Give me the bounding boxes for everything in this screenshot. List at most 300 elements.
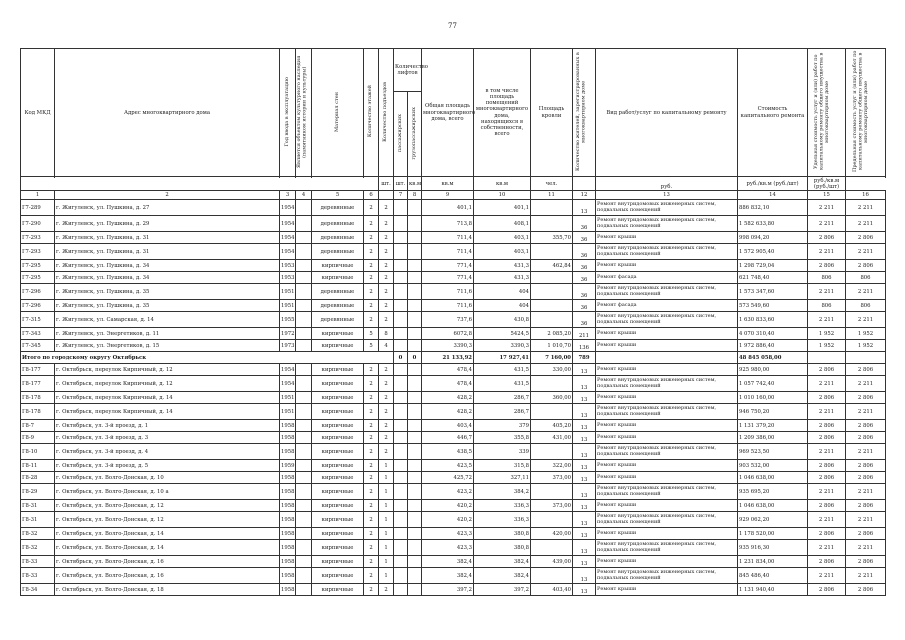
header-code: Код МКД xyxy=(21,49,55,177)
cost-cell: 1 572 905,40 xyxy=(738,244,808,260)
residents-cell: 13 xyxy=(573,432,596,444)
heritage-cell xyxy=(296,512,312,528)
table-row xyxy=(21,392,886,404)
heritage-cell xyxy=(296,244,312,260)
floors-cell: 2 xyxy=(364,512,379,528)
column-number: 11 xyxy=(531,191,573,200)
header-work: Вид работ/услуг по капитальному ремонту xyxy=(596,49,738,177)
area-res-cell: 339 xyxy=(474,444,531,460)
walls-cell: кирпичные xyxy=(312,392,364,404)
unit-area-res: кв.м xyxy=(422,177,474,191)
area-res-cell: 403,1 xyxy=(474,232,531,244)
walls-cell: кирпичные xyxy=(312,460,364,472)
roof-cell xyxy=(531,312,573,328)
code-cell: Г7-293 xyxy=(21,232,55,244)
code-cell: Г7-315 xyxy=(21,312,55,328)
total-area: 21 133,92 xyxy=(422,352,474,364)
entrances-cell: 2 xyxy=(379,376,394,392)
lifts-cargo-cell xyxy=(408,260,422,272)
max-cost-cell: 2 806 xyxy=(846,420,886,432)
walls-cell: деревянные xyxy=(312,284,364,300)
unit-area-total: кв.м xyxy=(408,177,422,191)
heritage-cell xyxy=(296,432,312,444)
max-cost-cell: 2 806 xyxy=(846,500,886,512)
code-cell: Г7-290 xyxy=(21,216,55,232)
year-cell: 1958 xyxy=(280,568,296,584)
heritage-cell xyxy=(296,200,312,216)
area-res-cell: 286,7 xyxy=(474,392,531,404)
table-row xyxy=(21,444,886,460)
lifts-pass-cell xyxy=(394,244,408,260)
floors-cell: 2 xyxy=(364,500,379,512)
table-row xyxy=(21,312,886,328)
header-unit-cost: Удельная стоимость услуг и (или) работ по капитальному ремонту общего имущества в многоквартирном доме xyxy=(812,52,830,171)
residents-cell: 136 xyxy=(573,340,596,352)
address-cell: г. Жигулевск, ул. Пушкина, д. 29 xyxy=(55,216,280,232)
work-cell: Ремонт внутридомовых инженерных систем, подвальных помещений xyxy=(596,244,738,260)
lifts-pass-cell xyxy=(394,568,408,584)
unit-cost-cell: 2 806 xyxy=(808,420,846,432)
year-cell: 1972 xyxy=(280,328,296,340)
walls-cell: кирпичные xyxy=(312,328,364,340)
work-cell: Ремонт крыши xyxy=(596,472,738,484)
unit-cost-cell: 2 806 xyxy=(808,260,846,272)
unit-cost-cell: 2 211 xyxy=(808,200,846,216)
entrances-cell: 2 xyxy=(379,404,394,420)
residents-cell: 13 xyxy=(573,364,596,376)
lifts-cargo-cell xyxy=(408,312,422,328)
unit-cost-cell: 2 211 xyxy=(808,284,846,300)
roof-cell: 439,00 xyxy=(531,556,573,568)
entrances-cell: 1 xyxy=(379,540,394,556)
roof-cell xyxy=(531,376,573,392)
heritage-cell xyxy=(296,260,312,272)
column-number: 1 xyxy=(21,191,55,200)
unit-cost-cell: 2 806 xyxy=(808,232,846,244)
roof-cell: 431,00 xyxy=(531,432,573,444)
table-row xyxy=(21,328,886,340)
table-row xyxy=(21,232,886,244)
table-row xyxy=(21,556,886,568)
lifts-cargo-cell xyxy=(408,272,422,284)
total-area-res: 17 927,41 xyxy=(474,352,531,364)
floors-cell: 2 xyxy=(364,444,379,460)
area-cell: 711,6 xyxy=(422,300,474,312)
lifts-pass-cell xyxy=(394,460,408,472)
code-cell: Г8-28 xyxy=(21,472,55,484)
lifts-cargo-cell xyxy=(408,200,422,216)
area-res-cell: 380,8 xyxy=(474,540,531,556)
lifts-cargo-cell xyxy=(408,404,422,420)
floors-cell: 5 xyxy=(364,328,379,340)
cost-cell: 1 573 347,60 xyxy=(738,284,808,300)
work-cell: Ремонт внутридомовых инженерных систем, подвальных помещений xyxy=(596,284,738,300)
unit-cost-cell: 2 211 xyxy=(808,568,846,584)
max-cost-cell: 2 211 xyxy=(846,244,886,260)
walls-cell: кирпичные xyxy=(312,528,364,540)
residents-cell: 13 xyxy=(573,528,596,540)
year-cell: 1954 xyxy=(280,232,296,244)
residents-cell: 13 xyxy=(573,444,596,460)
cost-cell: 1 046 638,00 xyxy=(738,472,808,484)
area-cell: 771,4 xyxy=(422,272,474,284)
lifts-pass-cell xyxy=(394,216,408,232)
max-cost-cell: 2 806 xyxy=(846,232,886,244)
lifts-pass-cell xyxy=(394,484,408,500)
area-cell: 420,2 xyxy=(422,500,474,512)
lifts-pass-cell xyxy=(394,300,408,312)
table-row xyxy=(21,432,886,444)
walls-cell: кирпичные xyxy=(312,444,364,460)
max-cost-cell: 2 806 xyxy=(846,556,886,568)
area-res-cell: 431,3 xyxy=(474,272,531,284)
header-heritage: Является объектом культурного наследия (памятником истории и культуры) xyxy=(296,55,308,168)
heritage-cell xyxy=(296,404,312,420)
heritage-cell xyxy=(296,584,312,596)
lifts-cargo-cell xyxy=(408,500,422,512)
entrances-cell: 1 xyxy=(379,512,394,528)
lifts-pass-cell xyxy=(394,540,408,556)
walls-cell: кирпичные xyxy=(312,432,364,444)
heritage-cell xyxy=(296,232,312,244)
cost-cell: 1 131 379,20 xyxy=(738,420,808,432)
lifts-pass-cell xyxy=(394,232,408,244)
floors-cell: 2 xyxy=(364,284,379,300)
column-number: 12 xyxy=(573,191,596,200)
heritage-cell xyxy=(296,484,312,500)
code-cell: Г8-178 xyxy=(21,392,55,404)
roof-cell: 355,70 xyxy=(531,232,573,244)
lifts-pass-cell xyxy=(394,260,408,272)
column-number: 14 xyxy=(738,191,808,200)
floors-cell: 2 xyxy=(364,404,379,420)
lifts-cargo-cell xyxy=(408,364,422,376)
area-cell: 423,2 xyxy=(422,484,474,500)
lifts-cargo-cell xyxy=(408,444,422,460)
work-cell: Ремонт фасада xyxy=(596,300,738,312)
year-cell: 1958 xyxy=(280,444,296,460)
year-cell: 1958 xyxy=(280,500,296,512)
area-res-cell: 286,7 xyxy=(474,404,531,420)
entrances-cell: 2 xyxy=(379,216,394,232)
max-cost-cell: 2 211 xyxy=(846,376,886,392)
address-cell: г. Октябрьск, ул. Волго-Донская, д. 12 xyxy=(55,512,280,528)
area-res-cell: 404 xyxy=(474,300,531,312)
unit-cost-cell: 1 952 xyxy=(808,328,846,340)
area-cell: 771,4 xyxy=(422,260,474,272)
area-cell: 423,3 xyxy=(422,528,474,540)
year-cell: 1954 xyxy=(280,364,296,376)
residents-cell: 36 xyxy=(573,260,596,272)
area-cell: 3390,3 xyxy=(422,340,474,352)
entrances-cell: 4 xyxy=(379,340,394,352)
entrances-cell: 2 xyxy=(379,272,394,284)
heritage-cell xyxy=(296,500,312,512)
year-cell: 1954 xyxy=(280,200,296,216)
year-cell: 1973 xyxy=(280,340,296,352)
code-cell: Г7-296 xyxy=(21,300,55,312)
residents-cell: 13 xyxy=(573,484,596,500)
unit-cost-cell: 2 806 xyxy=(808,392,846,404)
heritage-cell xyxy=(296,364,312,376)
work-cell: Ремонт крыши xyxy=(596,432,738,444)
floors-cell: 2 xyxy=(364,484,379,500)
area-cell: 478,4 xyxy=(422,376,474,392)
work-cell: Ремонт внутридомовых инженерных систем, подвальных помещений xyxy=(596,200,738,216)
lifts-pass-cell xyxy=(394,512,408,528)
floors-cell: 2 xyxy=(364,420,379,432)
cost-cell: 969 523,50 xyxy=(738,444,808,460)
column-number: 9 xyxy=(422,191,474,200)
area-cell: 428,2 xyxy=(422,404,474,420)
address-cell: г. Жигулевск, ул. Пушкина, д. 35 xyxy=(55,284,280,300)
header-roof-area: Площадь кровли xyxy=(531,49,573,177)
walls-cell: кирпичные xyxy=(312,420,364,432)
area-cell: 423,5 xyxy=(422,460,474,472)
roof-cell: 373,00 xyxy=(531,500,573,512)
residents-cell: 13 xyxy=(573,404,596,420)
year-cell: 1951 xyxy=(280,392,296,404)
year-cell: 1954 xyxy=(280,216,296,232)
max-cost-cell: 2 211 xyxy=(846,568,886,584)
table-row xyxy=(21,364,886,376)
floors-cell: 2 xyxy=(364,568,379,584)
column-number: 7 xyxy=(394,191,408,200)
heritage-cell xyxy=(296,216,312,232)
heritage-cell xyxy=(296,556,312,568)
table-row xyxy=(21,216,886,232)
unit-cost-cell: 2 806 xyxy=(808,472,846,484)
code-cell: Г7-296 xyxy=(21,284,55,300)
work-cell: Ремонт внутридомовых инженерных систем, подвальных помещений xyxy=(596,540,738,556)
header-lifts-cargo: грузопассажирских xyxy=(410,106,417,160)
max-cost-cell: 2 806 xyxy=(846,260,886,272)
address-cell: г. Октябрьск, ул. 3-й проезд, д. 3 xyxy=(55,432,280,444)
roof-cell: 330,00 xyxy=(531,364,573,376)
entrances-cell: 8 xyxy=(379,328,394,340)
header-residents: Количество жителей, зарегистрированных в многоквартирном доме xyxy=(575,52,587,171)
residents-cell: 13 xyxy=(573,584,596,596)
walls-cell: кирпичные xyxy=(312,584,364,596)
heritage-cell xyxy=(296,376,312,392)
year-cell: 1958 xyxy=(280,484,296,500)
area-res-cell: 382,4 xyxy=(474,568,531,584)
code-cell: Г8-11 xyxy=(21,460,55,472)
roof-cell xyxy=(531,216,573,232)
address-cell: г. Жигулевск, ул. Пушкина, д. 27 xyxy=(55,200,280,216)
code-cell: Г8-31 xyxy=(21,500,55,512)
heritage-cell xyxy=(296,444,312,460)
lifts-pass-cell xyxy=(394,444,408,460)
year-cell: 1958 xyxy=(280,472,296,484)
column-number: 16 xyxy=(846,191,886,200)
roof-cell: 2 085,20 xyxy=(531,328,573,340)
table-row xyxy=(21,460,886,472)
table-row xyxy=(21,512,886,528)
year-cell: 1953 xyxy=(280,272,296,284)
total-cost: 48 845 058,00 xyxy=(738,352,808,364)
roof-cell: 420,00 xyxy=(531,528,573,540)
heritage-cell xyxy=(296,272,312,284)
area-cell: 428,2 xyxy=(422,392,474,404)
work-cell: Ремонт фасада xyxy=(596,272,738,284)
residents-cell: 13 xyxy=(573,512,596,528)
address-cell: г. Октябрьск, ул. Волго-Донская, д. 14 xyxy=(55,528,280,540)
lifts-cargo-cell xyxy=(408,300,422,312)
code-cell: Г8-33 xyxy=(21,568,55,584)
max-cost-cell: 2 211 xyxy=(846,312,886,328)
roof-cell xyxy=(531,540,573,556)
address-cell: г. Октябрьск, переулок Кирпичный, д. 14 xyxy=(55,392,280,404)
floors-cell: 2 xyxy=(364,216,379,232)
entrances-cell: 2 xyxy=(379,312,394,328)
work-cell: Ремонт крыши xyxy=(596,500,738,512)
work-cell: Ремонт крыши xyxy=(596,328,738,340)
unit-cost-cell: 2 211 xyxy=(808,484,846,500)
residents-cell: 36 xyxy=(573,272,596,284)
area-res-cell: 431,5 xyxy=(474,364,531,376)
lifts-pass-cell xyxy=(394,472,408,484)
cost-cell: 1 131 940,40 xyxy=(738,584,808,596)
lifts-pass-cell xyxy=(394,340,408,352)
lifts-cargo-cell xyxy=(408,432,422,444)
lifts-pass-cell xyxy=(394,392,408,404)
max-cost-cell: 2 806 xyxy=(846,364,886,376)
roof-cell: 373,00 xyxy=(531,472,573,484)
roof-cell: 462,84 xyxy=(531,260,573,272)
lifts-cargo-cell xyxy=(408,376,422,392)
unit-cost-cell: 2 806 xyxy=(808,584,846,596)
walls-cell: кирпичные xyxy=(312,472,364,484)
code-cell: Г7-295 xyxy=(21,260,55,272)
lifts-cargo-cell xyxy=(408,328,422,340)
address-cell: г. Жигулевск, ул. Самарская, д. 14 xyxy=(55,312,280,328)
unit-lifts-pass: шт. xyxy=(379,177,394,191)
year-cell: 1953 xyxy=(280,260,296,272)
header-lifts-pass: пассажирских xyxy=(396,113,403,152)
year-cell: 1958 xyxy=(280,420,296,432)
max-cost-cell: 2 211 xyxy=(846,404,886,420)
heritage-cell xyxy=(296,472,312,484)
header-lifts: Количество лифтов xyxy=(394,49,422,92)
floors-cell: 2 xyxy=(364,232,379,244)
floors-cell: 5 xyxy=(364,340,379,352)
capital-repair-register-table xyxy=(20,48,886,596)
max-cost-cell: 1 952 xyxy=(846,340,886,352)
max-cost-cell: 2 806 xyxy=(846,584,886,596)
max-cost-cell: 2 806 xyxy=(846,472,886,484)
residents-cell: 13 xyxy=(573,556,596,568)
walls-cell: деревянные xyxy=(312,300,364,312)
residents-cell: 36 xyxy=(573,284,596,300)
floors-cell: 2 xyxy=(364,312,379,328)
area-res-cell: 430,8 xyxy=(474,312,531,328)
address-cell: г. Октябрьск, ул. Волго-Донская, д. 16 xyxy=(55,568,280,584)
table-row xyxy=(21,484,886,500)
unit-cost-cell: 2 211 xyxy=(808,244,846,260)
floors-cell: 2 xyxy=(364,200,379,216)
lifts-cargo-cell xyxy=(408,472,422,484)
walls-cell: кирпичные xyxy=(312,272,364,284)
residents-cell: 36 xyxy=(573,216,596,232)
address-cell: г. Жигулевск, ул. Пушкина, д. 34 xyxy=(55,272,280,284)
unit-cost-cell: 806 xyxy=(808,272,846,284)
max-cost-cell: 2 211 xyxy=(846,484,886,500)
header-area-res: в том числе площадь помещений многоквартирного дома, находящихся в собственности, всего xyxy=(474,49,531,177)
lifts-cargo-cell xyxy=(408,340,422,352)
walls-cell: кирпичные xyxy=(312,260,364,272)
heritage-cell xyxy=(296,328,312,340)
lifts-cargo-cell xyxy=(408,484,422,500)
unit-cost-cell: 2 806 xyxy=(808,500,846,512)
floors-cell: 2 xyxy=(364,364,379,376)
lifts-pass-cell xyxy=(394,200,408,216)
column-number: 3 xyxy=(280,191,296,200)
table-row xyxy=(21,284,886,300)
area-cell: 737,6 xyxy=(422,312,474,328)
column-number xyxy=(379,191,394,200)
entrances-cell: 2 xyxy=(379,284,394,300)
lifts-pass-cell xyxy=(394,284,408,300)
max-cost-cell: 2 211 xyxy=(846,216,886,232)
table-row xyxy=(21,260,886,272)
area-cell: 382,4 xyxy=(422,568,474,584)
table-row xyxy=(21,528,886,540)
entrances-cell: 2 xyxy=(379,392,394,404)
roof-cell: 403,40 xyxy=(531,584,573,596)
year-cell: 1958 xyxy=(280,584,296,596)
max-cost-cell: 2 211 xyxy=(846,200,886,216)
table-row xyxy=(21,376,886,392)
walls-cell: деревянные xyxy=(312,200,364,216)
area-cell: 6072,8 xyxy=(422,328,474,340)
code-cell: Г8-7 xyxy=(21,420,55,432)
lifts-pass-cell xyxy=(394,584,408,596)
floors-cell: 2 xyxy=(364,584,379,596)
roof-cell: 360,00 xyxy=(531,392,573,404)
area-cell: 423,3 xyxy=(422,540,474,556)
lifts-pass-cell xyxy=(394,556,408,568)
unit-roof: кв.м xyxy=(474,177,531,191)
column-number: 8 xyxy=(408,191,422,200)
work-cell: Ремонт внутридомовых инженерных систем, подвальных помещений xyxy=(596,568,738,584)
roof-cell xyxy=(531,404,573,420)
cost-cell: 573 549,60 xyxy=(738,300,808,312)
unit-cost-cell: 1 952 xyxy=(808,340,846,352)
address-cell: г. Октябрьск, ул. Волго-Донская, д. 14 xyxy=(55,540,280,556)
floors-cell: 2 xyxy=(364,392,379,404)
floors-cell: 2 xyxy=(364,556,379,568)
heritage-cell xyxy=(296,300,312,312)
year-cell: 1958 xyxy=(280,432,296,444)
residents-cell: 13 xyxy=(573,540,596,556)
work-cell: Ремонт крыши xyxy=(596,364,738,376)
address-cell: г. Октябрьск, ул. 3-й проезд, д. 1 xyxy=(55,420,280,432)
unit-lifts-cargo: шт. xyxy=(394,177,408,191)
roof-cell xyxy=(531,244,573,260)
code-cell: Г7-293 xyxy=(21,244,55,260)
lifts-cargo-cell xyxy=(408,420,422,432)
roof-cell: 1 010,70 xyxy=(531,340,573,352)
area-res-cell: 380,8 xyxy=(474,528,531,540)
heritage-cell xyxy=(296,528,312,540)
unit-cost-cell: 2 806 xyxy=(808,460,846,472)
area-res-cell: 408,1 xyxy=(474,216,531,232)
unit-cost-cell: 2 211 xyxy=(808,444,846,460)
entrances-cell: 2 xyxy=(379,232,394,244)
entrances-cell: 2 xyxy=(379,200,394,216)
max-cost-cell: 2 806 xyxy=(846,432,886,444)
